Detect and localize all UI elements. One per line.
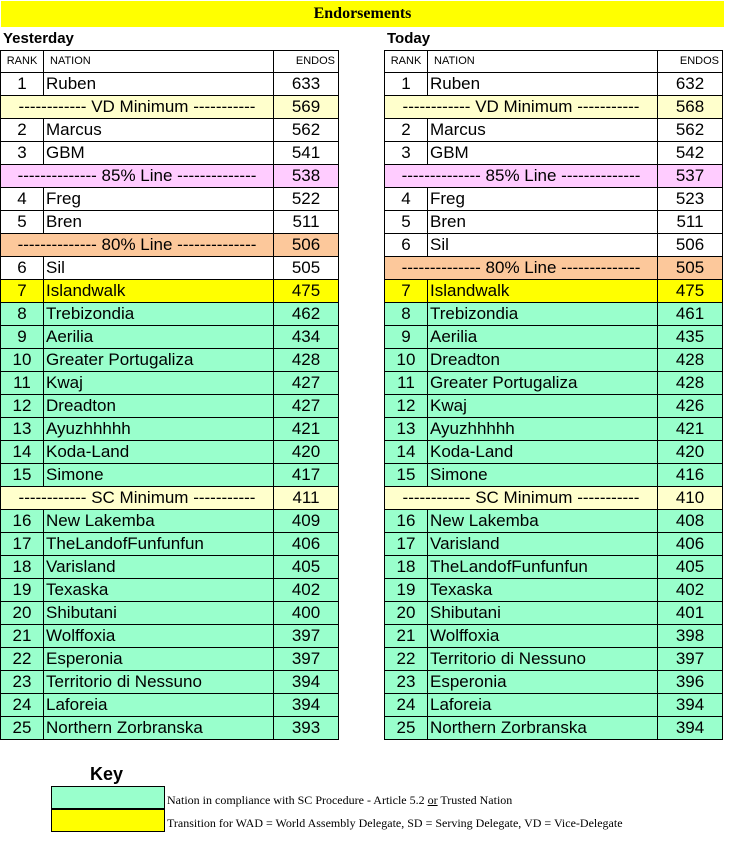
nation-row <box>385 211 723 234</box>
nation-cell: Territorio di Nessuno <box>44 671 274 694</box>
endos-cell: 394 <box>658 717 723 740</box>
endos-cell: 421 <box>658 418 723 441</box>
nation-cell: Simone <box>428 464 658 487</box>
endos-cell: 632 <box>658 73 723 96</box>
nation-row <box>1 188 339 211</box>
nation-row <box>385 579 723 602</box>
nation-cell: Dreadton <box>428 349 658 372</box>
rank-cell: 5 <box>1 211 44 234</box>
nation-cell: New Lakemba <box>44 510 274 533</box>
nation-row <box>1 395 339 418</box>
nation-cell: Greater Portugaliza <box>428 372 658 395</box>
nation-cell: Aerilia <box>44 326 274 349</box>
nation-cell: Esperonia <box>44 648 274 671</box>
nation-row <box>385 326 723 349</box>
nation-cell: TheLandofFunfunfun <box>428 556 658 579</box>
rank-cell: 11 <box>385 372 428 395</box>
nation-row <box>385 119 723 142</box>
rank-cell: 25 <box>1 717 44 740</box>
endos-cell: 461 <box>658 303 723 326</box>
threshold-row <box>1 234 339 257</box>
rank-cell: 15 <box>385 464 428 487</box>
nation-cell: Koda-Land <box>44 441 274 464</box>
rank-cell: 7 <box>1 280 44 303</box>
endos-cell: 400 <box>274 602 339 625</box>
nation-row <box>385 694 723 717</box>
endos-cell: 394 <box>274 694 339 717</box>
nation-row <box>385 418 723 441</box>
nation-header: NATION <box>44 51 274 73</box>
nation-cell: Shibutani <box>428 602 658 625</box>
endos-cell: 406 <box>274 533 339 556</box>
threshold-label: ------------ VD Minimum ----------- <box>385 96 658 119</box>
endos-cell: 401 <box>658 602 723 625</box>
rank-cell: 19 <box>1 579 44 602</box>
threshold-row <box>1 165 339 188</box>
nation-cell: Trebizondia <box>44 303 274 326</box>
rank-cell: 13 <box>385 418 428 441</box>
rank-cell: 10 <box>385 349 428 372</box>
endos-cell: 420 <box>658 441 723 464</box>
nation-cell: Northern Zorbranska <box>428 717 658 740</box>
nation-row <box>1 464 339 487</box>
rank-cell: 8 <box>385 303 428 326</box>
nation-row <box>1 142 339 165</box>
nation-cell: Esperonia <box>428 671 658 694</box>
nation-row <box>385 73 723 96</box>
threshold-row <box>385 487 723 510</box>
endos-cell: 428 <box>274 349 339 372</box>
endos-cell: 541 <box>274 142 339 165</box>
endos-cell: 409 <box>274 510 339 533</box>
threshold-label: ------------ SC Minimum ----------- <box>385 487 658 510</box>
nation-cell: Texaska <box>44 579 274 602</box>
threshold-row <box>385 165 723 188</box>
rank-cell: 22 <box>1 648 44 671</box>
nation-cell: GBM <box>428 142 658 165</box>
nation-cell: Greater Portugaliza <box>44 349 274 372</box>
nation-row <box>1 694 339 717</box>
rank-header: RANK <box>1 51 44 73</box>
endos-cell: 505 <box>658 257 723 280</box>
rank-cell: 17 <box>1 533 44 556</box>
nation-row <box>385 441 723 464</box>
endos-cell: 475 <box>658 280 723 303</box>
header-row <box>1 51 339 73</box>
nation-row <box>1 717 339 740</box>
threshold-label: -------------- 80% Line -------------- <box>385 257 658 280</box>
endos-cell: 428 <box>658 372 723 395</box>
transition-swatch <box>51 809 165 832</box>
endos-cell: 542 <box>658 142 723 165</box>
endos-cell: 405 <box>658 556 723 579</box>
endos-cell: 633 <box>274 73 339 96</box>
rank-cell: 21 <box>385 625 428 648</box>
threshold-label: -------------- 85% Line -------------- <box>1 165 274 188</box>
page-title: Endorsements <box>1 1 724 27</box>
endos-cell: 417 <box>274 464 339 487</box>
today-table <box>384 50 723 740</box>
endos-cell: 538 <box>274 165 339 188</box>
rank-cell: 12 <box>385 395 428 418</box>
rank-cell: 24 <box>1 694 44 717</box>
rank-cell: 20 <box>385 602 428 625</box>
endos-cell: 397 <box>274 625 339 648</box>
yesterday-table <box>0 50 339 740</box>
rank-cell: 18 <box>1 556 44 579</box>
rank-cell: 2 <box>1 119 44 142</box>
nation-cell: Laforeia <box>44 694 274 717</box>
threshold-row <box>1 487 339 510</box>
rank-cell: 9 <box>385 326 428 349</box>
nation-cell: Varisland <box>428 533 658 556</box>
nation-cell: Territorio di Nessuno <box>428 648 658 671</box>
endos-cell: 402 <box>658 579 723 602</box>
yesterday-label: Yesterday <box>3 30 74 47</box>
nation-row <box>385 671 723 694</box>
nation-cell: Wolffoxia <box>428 625 658 648</box>
endos-cell: 427 <box>274 395 339 418</box>
rank-cell: 25 <box>385 717 428 740</box>
rank-cell: 20 <box>1 602 44 625</box>
nation-row <box>1 211 339 234</box>
endos-cell: 408 <box>658 510 723 533</box>
nation-cell: New Lakemba <box>428 510 658 533</box>
rank-cell: 13 <box>1 418 44 441</box>
rank-cell: 7 <box>385 280 428 303</box>
rank-header: RANK <box>385 51 428 73</box>
nation-cell: Ayuzhhhhh <box>44 418 274 441</box>
rank-cell: 9 <box>1 326 44 349</box>
nation-row <box>1 303 339 326</box>
nation-row <box>1 533 339 556</box>
rank-cell: 16 <box>1 510 44 533</box>
nation-row <box>1 372 339 395</box>
rank-cell: 21 <box>1 625 44 648</box>
nation-row <box>385 510 723 533</box>
nation-row <box>385 556 723 579</box>
nation-cell: Ayuzhhhhh <box>428 418 658 441</box>
rank-cell: 22 <box>385 648 428 671</box>
threshold-label: -------------- 85% Line -------------- <box>385 165 658 188</box>
rank-cell: 5 <box>385 211 428 234</box>
threshold-label: ------------ VD Minimum ----------- <box>1 96 274 119</box>
endos-cell: 393 <box>274 717 339 740</box>
nation-cell: Sil <box>428 234 658 257</box>
nation-row <box>1 73 339 96</box>
endos-cell: 421 <box>274 418 339 441</box>
endos-cell: 562 <box>658 119 723 142</box>
rank-cell: 15 <box>1 464 44 487</box>
threshold-label: -------------- 80% Line -------------- <box>1 234 274 257</box>
rank-cell: 19 <box>385 579 428 602</box>
nation-cell: GBM <box>44 142 274 165</box>
endos-cell: 505 <box>274 257 339 280</box>
nation-cell: Laforeia <box>428 694 658 717</box>
endos-cell: 394 <box>274 671 339 694</box>
compliance-swatch <box>51 786 165 809</box>
transition-key-text: Transition for WAD = World Assembly Delegate, SD = Serving Delegate, VD = Vice-Delegate <box>167 816 623 830</box>
endos-cell: 426 <box>658 395 723 418</box>
rank-cell: 2 <box>385 119 428 142</box>
rank-cell: 10 <box>1 349 44 372</box>
nation-row <box>1 602 339 625</box>
endos-cell: 396 <box>658 671 723 694</box>
nation-row <box>1 556 339 579</box>
nation-row <box>385 648 723 671</box>
nation-cell: Varisland <box>44 556 274 579</box>
rank-cell: 6 <box>1 257 44 280</box>
nation-cell: Ruben <box>428 73 658 96</box>
nation-row <box>385 395 723 418</box>
endos-cell: 428 <box>658 349 723 372</box>
endos-cell: 397 <box>274 648 339 671</box>
endos-cell: 522 <box>274 188 339 211</box>
nation-cell: Trebizondia <box>428 303 658 326</box>
rank-cell: 16 <box>385 510 428 533</box>
rank-cell: 1 <box>385 73 428 96</box>
nation-row <box>1 510 339 533</box>
rank-cell: 18 <box>385 556 428 579</box>
nation-row <box>385 602 723 625</box>
endos-cell: 537 <box>658 165 723 188</box>
nation-cell: Aerilia <box>428 326 658 349</box>
nation-row <box>385 349 723 372</box>
today-label: Today <box>387 30 431 47</box>
nation-cell: Shibutani <box>44 602 274 625</box>
nation-cell: Freg <box>428 188 658 211</box>
nation-cell: Bren <box>428 211 658 234</box>
nation-row <box>1 441 339 464</box>
nation-cell: Kwaj <box>428 395 658 418</box>
nation-cell: Marcus <box>428 119 658 142</box>
nation-row <box>385 372 723 395</box>
endos-cell: 511 <box>658 211 723 234</box>
nation-row <box>1 257 339 280</box>
endos-cell: 562 <box>274 119 339 142</box>
rank-cell: 12 <box>1 395 44 418</box>
nation-cell: Simone <box>44 464 274 487</box>
nation-cell: Marcus <box>44 119 274 142</box>
nation-row <box>385 533 723 556</box>
endos-cell: 568 <box>658 96 723 119</box>
nation-row <box>1 119 339 142</box>
threshold-label: ------------ SC Minimum ----------- <box>1 487 274 510</box>
nation-cell: Ruben <box>44 73 274 96</box>
nation-row <box>1 671 339 694</box>
nation-row <box>385 234 723 257</box>
nation-header: NATION <box>428 51 658 73</box>
threshold-row <box>1 96 339 119</box>
endos-cell: 569 <box>274 96 339 119</box>
nation-cell: Islandwalk <box>44 280 274 303</box>
endos-cell: 511 <box>274 211 339 234</box>
endos-cell: 416 <box>658 464 723 487</box>
header-row <box>385 51 723 73</box>
rank-cell: 14 <box>1 441 44 464</box>
endos-cell: 402 <box>274 579 339 602</box>
nation-cell: Texaska <box>428 579 658 602</box>
compliance-key-text: Nation in compliance with SC Procedure - Article 5.2 or Trusted Nation <box>167 793 513 807</box>
endos-cell: 397 <box>658 648 723 671</box>
endos-cell: 506 <box>658 234 723 257</box>
nation-row <box>385 464 723 487</box>
rank-cell: 11 <box>1 372 44 395</box>
rank-cell: 24 <box>385 694 428 717</box>
nation-cell: Northern Zorbranska <box>44 717 274 740</box>
endos-header: ENDOS <box>658 51 723 73</box>
endos-cell: 434 <box>274 326 339 349</box>
nation-row <box>385 280 723 303</box>
rank-cell: 3 <box>385 142 428 165</box>
endos-cell: 523 <box>658 188 723 211</box>
endos-cell: 405 <box>274 556 339 579</box>
nation-row <box>385 188 723 211</box>
rank-cell: 4 <box>385 188 428 211</box>
nation-row <box>385 625 723 648</box>
threshold-row <box>385 257 723 280</box>
nation-cell: Freg <box>44 188 274 211</box>
threshold-row <box>385 96 723 119</box>
nation-cell: Bren <box>44 211 274 234</box>
endos-cell: 462 <box>274 303 339 326</box>
nation-cell: Kwaj <box>44 372 274 395</box>
endos-cell: 398 <box>658 625 723 648</box>
rank-cell: 6 <box>385 234 428 257</box>
endos-cell: 406 <box>658 533 723 556</box>
nation-row <box>385 303 723 326</box>
endos-cell: 410 <box>658 487 723 510</box>
rank-cell: 1 <box>1 73 44 96</box>
endos-cell: 506 <box>274 234 339 257</box>
rank-cell: 17 <box>385 533 428 556</box>
rank-cell: 3 <box>1 142 44 165</box>
nation-cell: Koda-Land <box>428 441 658 464</box>
nation-cell: Sil <box>44 257 274 280</box>
nation-row <box>1 625 339 648</box>
rank-cell: 23 <box>1 671 44 694</box>
nation-row <box>1 579 339 602</box>
nation-row <box>385 717 723 740</box>
rank-cell: 14 <box>385 441 428 464</box>
endos-cell: 420 <box>274 441 339 464</box>
endos-cell: 475 <box>274 280 339 303</box>
nation-cell: Wolffoxia <box>44 625 274 648</box>
endos-cell: 435 <box>658 326 723 349</box>
nation-row <box>385 142 723 165</box>
nation-cell: TheLandofFunfunfun <box>44 533 274 556</box>
endos-cell: 411 <box>274 487 339 510</box>
nation-row <box>1 280 339 303</box>
endos-cell: 427 <box>274 372 339 395</box>
rank-cell: 4 <box>1 188 44 211</box>
rank-cell: 23 <box>385 671 428 694</box>
nation-row <box>1 326 339 349</box>
nation-row <box>1 648 339 671</box>
key-title: Key <box>90 764 124 784</box>
nation-cell: Islandwalk <box>428 280 658 303</box>
nation-cell: Dreadton <box>44 395 274 418</box>
rank-cell: 8 <box>1 303 44 326</box>
nation-row <box>1 418 339 441</box>
endos-header: ENDOS <box>274 51 339 73</box>
nation-row <box>1 349 339 372</box>
endos-cell: 394 <box>658 694 723 717</box>
